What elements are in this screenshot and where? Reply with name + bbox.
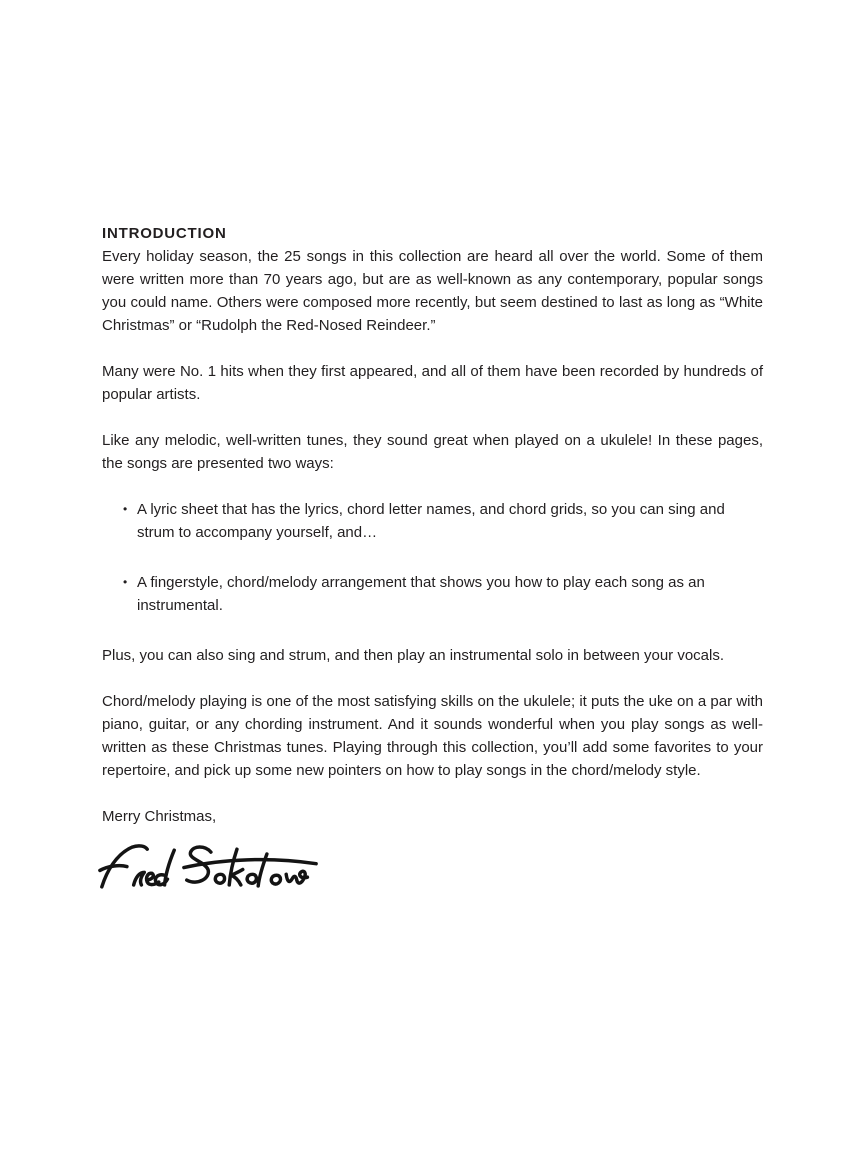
list-item-text: A lyric sheet that has the lyrics, chord letter names, and chord grids, so you can sing and strum to accompany yourself, and…	[137, 501, 725, 541]
list-item-lyric-sheet	[102, 498, 763, 544]
paragraph-two-ways: Like any melodic, well-written tunes, they sound great when played on a ukulele! In these pages, the songs are presented two ways:	[102, 432, 763, 472]
paragraph-overview: Every holiday season, the 25 songs in this collection are heard all over the world. Some of them were written more than 70 years ago, but are as well-known as any contemporary, popular songs you could name. Others were composed more recently, but seem destined to last as long as “White Christmas” or “Rudolph the Red-Nosed Reindeer.”	[102, 248, 763, 334]
paragraph-hits: Many were No. 1 hits when they first appeared, and all of them have been recorded by hundreds of popular artists.	[102, 363, 763, 403]
paragraph-chord-melody: Chord/melody playing is one of the most satisfying skills on the ukulele; it puts the uke on a par with piano, guitar, or any chording instrument. And it sounds wonderful when you play songs as well-written as these Christmas tunes. Playing through this collection, you’ll add some favorites to your repertoire, and pick up some new pointers on how to play songs in the chord/melody style.	[102, 693, 763, 779]
signature-image	[97, 842, 319, 896]
closing-line: Merry Christmas,	[102, 808, 217, 825]
bullet-icon: •	[123, 502, 128, 516]
fred-sokolow-signature	[97, 842, 319, 896]
list-item-fingerstyle	[102, 571, 763, 617]
list-item-text: A fingerstyle, chord/melody arrangement that shows you how to play each song as an instrumental.	[137, 574, 705, 614]
bullet-icon: •	[123, 575, 128, 589]
introduction-section	[102, 222, 763, 896]
presentation-ways-list	[102, 498, 763, 617]
section-heading: INTRODUCTION	[102, 225, 227, 242]
paragraph-plus: Plus, you can also sing and strum, and then play an instrumental solo in between your vocals.	[102, 647, 725, 664]
